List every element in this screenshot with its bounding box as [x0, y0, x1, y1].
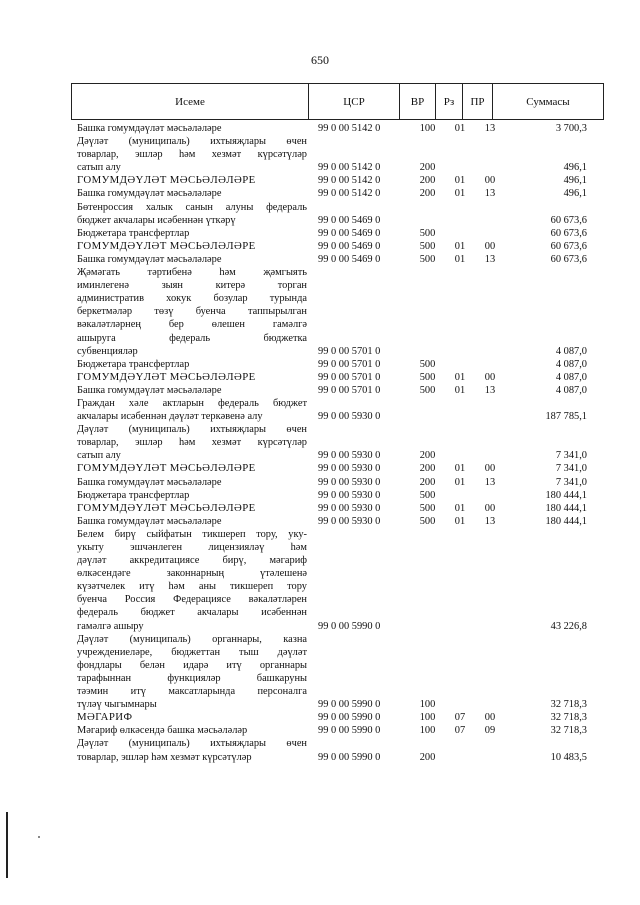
row-sum: 496,1 [563, 175, 587, 187]
table-row [77, 711, 603, 724]
table-row [77, 633, 603, 712]
table-row [77, 462, 603, 475]
row-name-line: Башка гомумдәүләт мәсьәләләре [77, 515, 222, 527]
row-csr: 99 0 00 5469 0 [318, 240, 381, 252]
row-name-line: Башка гомумдәүләт мәсьәләләре [77, 384, 222, 396]
row-sum: 7 341,0 [555, 450, 587, 462]
row-name-line: ашыруга федераль бюджетка [77, 332, 307, 344]
row-rz: 01 [454, 253, 466, 265]
row-csr: 99 0 00 5469 0 [318, 253, 381, 265]
row-rz: 01 [454, 384, 466, 396]
row-vr: 500 [419, 384, 436, 396]
row-name [77, 502, 307, 515]
table-header [71, 83, 604, 120]
row-csr: 99 0 00 5142 0 [318, 123, 381, 134]
row-vr: 200 [419, 751, 436, 763]
row-name-line: өлкәсендәге законнарның үтәлешенә [77, 568, 307, 580]
row-rz: 01 [454, 188, 466, 200]
column-header-vr: ВР [400, 84, 436, 120]
row-name-line: Бөтенроссия халык санын алуны федераль [77, 201, 307, 213]
row-name-line: товарлар, эшләр һәм хезмәт күрсәтүләр [77, 149, 307, 161]
row-pr: 13 [484, 476, 496, 488]
row-vr: 100 [419, 699, 436, 711]
row-rz: 01 [454, 123, 466, 134]
row-name [77, 358, 307, 371]
row-name-line: Бюджетара трансфертлар [77, 489, 190, 501]
page-number: 650 [311, 53, 329, 67]
row-name-line: товарлар, эшләр һәм хезмәт күрсәтүләр [77, 437, 307, 449]
row-vr: 500 [419, 358, 436, 370]
row-vr: 200 [419, 175, 436, 187]
row-rz: 01 [454, 175, 466, 187]
row-vr: 500 [419, 502, 436, 514]
row-vr: 500 [419, 227, 436, 239]
row-name-line: ГОМУМДӘҮЛӘТ МӘСЬӘЛӘЛӘРЕ [77, 174, 256, 187]
row-rz: 01 [454, 502, 466, 514]
row-pr: 13 [484, 123, 496, 134]
table-row [77, 384, 603, 397]
row-sum: 32 718,3 [550, 712, 587, 724]
row-pr: 00 [484, 371, 496, 383]
table-row [77, 737, 603, 763]
row-sum: 496,1 [563, 162, 587, 174]
row-name-line: МӘГАРИФ [77, 711, 133, 724]
row-sum: 7 341,0 [555, 476, 587, 488]
row-name-line: ГОМУМДӘҮЛӘТ МӘСЬӘЛӘЛӘРЕ [77, 462, 256, 475]
row-csr: 99 0 00 5930 0 [318, 450, 381, 462]
row-pr: 13 [484, 384, 496, 396]
column-header-csr: ЦСР [309, 84, 400, 120]
table-row [77, 227, 603, 240]
row-name-line: сатып алу [77, 450, 121, 462]
row-name [77, 489, 307, 502]
row-name-line: түләү чыгымнары [77, 699, 157, 711]
table-row [77, 174, 603, 187]
row-name-line: ГОМУМДӘҮЛӘТ МӘСЬӘЛӘЛӘРЕ [77, 370, 256, 383]
row-rz: 01 [454, 476, 466, 488]
row-name-line: Башка гомумдәүләт мәсьәләләре [77, 123, 222, 134]
table-row [77, 253, 603, 266]
row-name [77, 201, 307, 227]
row-sum: 496,1 [563, 188, 587, 200]
table-row [77, 397, 603, 423]
column-header-pr: ПР [463, 84, 493, 120]
row-name-line: ГОМУМДӘҮЛӘТ МӘСЬӘЛӘЛӘРЕ [77, 239, 256, 252]
row-pr: 00 [484, 463, 496, 475]
row-name-line: Башка гомумдәүләт мәсьәләләре [77, 476, 222, 488]
row-name-line: Дәүләт (муниципаль) ихтыяҗлары өчен [77, 424, 307, 436]
row-vr: 500 [419, 253, 436, 265]
row-name [77, 423, 307, 462]
row-rz: 07 [454, 725, 466, 737]
row-sum: 7 341,0 [555, 463, 587, 475]
row-name [77, 384, 307, 397]
row-csr: 99 0 00 5930 0 [318, 489, 381, 501]
table-row [77, 515, 603, 528]
row-name-line: беркетмәләр төзү буенча таппырылган [77, 306, 307, 318]
row-pr: 13 [484, 515, 496, 527]
row-sum: 180 444,1 [545, 489, 587, 501]
row-sum: 187 785,1 [545, 411, 587, 423]
row-sum: 4 087,0 [555, 371, 587, 383]
row-rz: 01 [454, 463, 466, 475]
table-row [77, 266, 603, 358]
row-csr: 99 0 00 5142 0 [318, 175, 381, 187]
row-sum: 180 444,1 [545, 502, 587, 514]
row-vr: 200 [419, 463, 436, 475]
row-name-line: фондлары белән идарә итү органнары [77, 659, 307, 671]
row-vr: 200 [419, 188, 436, 200]
row-name [77, 240, 307, 253]
row-name-line: иминлегенә зыян китерә торган [77, 280, 307, 292]
row-sum: 60 673,6 [550, 214, 587, 226]
row-name-line: Башка гомумдәүләт мәсьәләләре [77, 188, 222, 200]
table-row [77, 135, 603, 174]
row-name [77, 476, 307, 489]
row-sum: 32 718,3 [550, 725, 587, 737]
row-pr: 00 [484, 502, 496, 514]
table-row [77, 201, 603, 227]
table-row [77, 122, 603, 135]
row-name-line: вәкаләтләрнең бер өлешен гамәлгә [77, 319, 307, 331]
row-name [77, 724, 307, 737]
row-name [77, 737, 307, 763]
budget-table-body [77, 122, 603, 764]
row-name [77, 371, 307, 384]
row-name-line: Белем бирү сыйфатын тикшереп тору, уку- [77, 528, 307, 540]
row-name [77, 135, 307, 174]
table-row [77, 240, 603, 253]
row-name-line: буенча Россия Федерациясе вәкаләтләрен [77, 594, 307, 606]
row-name [77, 227, 307, 240]
row-name-line: Бюджетара трансфертлар [77, 227, 190, 239]
row-sum: 180 444,1 [545, 515, 587, 527]
row-name [77, 187, 307, 200]
row-csr: 99 0 00 5930 0 [318, 502, 381, 514]
row-sum: 60 673,6 [550, 240, 587, 252]
row-name [77, 633, 307, 712]
row-name [77, 462, 307, 475]
row-sum: 60 673,6 [550, 253, 587, 265]
row-csr: 99 0 00 5930 0 [318, 411, 381, 423]
scan-speck [38, 836, 40, 838]
row-name-line: товарлар, эшләр һәм хезмәт күрсәтүләр [77, 751, 252, 763]
row-name [77, 253, 307, 266]
row-csr: 99 0 00 5701 0 [318, 384, 381, 396]
row-sum: 43 226,8 [550, 620, 587, 632]
table-row [77, 476, 603, 489]
row-name-line: Дәүләт (муниципаль) органнары, казна [77, 633, 307, 645]
row-csr: 99 0 00 5701 0 [318, 371, 381, 383]
row-name [77, 266, 307, 358]
row-pr: 00 [484, 175, 496, 187]
row-pr: 13 [484, 188, 496, 200]
row-vr: 500 [419, 371, 436, 383]
row-vr: 200 [419, 162, 436, 174]
row-rz: 07 [454, 712, 466, 724]
row-name [77, 528, 307, 633]
table-row [77, 371, 603, 384]
row-name-line: Бюджетара трансфертлар [77, 358, 190, 370]
row-vr: 100 [419, 123, 436, 134]
row-name-line: гамәлгә ашыру [77, 620, 144, 632]
row-vr: 100 [419, 712, 436, 724]
row-csr: 99 0 00 5930 0 [318, 476, 381, 488]
row-name-line: Мәгариф өлкәсендә башка мәсьәләләр [77, 725, 248, 737]
row-sum: 4 087,0 [555, 358, 587, 370]
row-sum: 60 673,6 [550, 227, 587, 239]
table-row [77, 358, 603, 371]
row-vr: 500 [419, 489, 436, 501]
row-sum: 32 718,3 [550, 699, 587, 711]
row-sum: 3 700,3 [555, 123, 587, 134]
row-name-line: акчалары исәбеннән дәүләт теркәвенә алу [77, 411, 263, 423]
row-rz: 01 [454, 371, 466, 383]
row-csr: 99 0 00 5930 0 [318, 463, 381, 475]
table-row [77, 423, 603, 462]
column-header-rz: Рз [436, 84, 463, 120]
row-vr: 500 [419, 515, 436, 527]
row-name [77, 122, 307, 135]
column-header-sum: Суммасы [493, 84, 604, 120]
table-row [77, 528, 603, 633]
row-name-line: бюджет акчалары исәбеннән үткәрү [77, 214, 236, 226]
row-csr: 99 0 00 5142 0 [318, 188, 381, 200]
row-sum: 10 483,5 [550, 751, 587, 763]
row-vr: 100 [419, 725, 436, 737]
row-name-line: дәүләт аккредитациясе бирү, мәгариф [77, 555, 307, 567]
table-row [77, 724, 603, 737]
row-name-line: Дәүләт (муниципаль) ихтыяҗлары өчен [77, 738, 307, 750]
row-pr: 00 [484, 712, 496, 724]
row-csr: 99 0 00 5990 0 [318, 620, 381, 632]
row-csr: 99 0 00 5701 0 [318, 358, 381, 370]
row-name-line: укыту эшчәнлеген лицензияләү һәм [77, 542, 307, 553]
row-csr: 99 0 00 5990 0 [318, 725, 381, 737]
row-name-line: күзәтчелек итү һәм аны тикшереп тору [77, 581, 307, 593]
row-csr: 99 0 00 5142 0 [318, 162, 381, 174]
scan-edge-mark [6, 812, 8, 878]
row-csr: 99 0 00 5990 0 [318, 712, 381, 724]
row-name-line: Җәмәгать тәртибенә һәм җәмгыять [77, 267, 307, 279]
row-name-line: Дәүләт (муниципаль) ихтыяҗлары өчен [77, 136, 307, 148]
table-row [77, 502, 603, 515]
row-pr: 13 [484, 253, 496, 265]
column-header-name: Исеме [72, 84, 309, 120]
row-csr: 99 0 00 5469 0 [318, 214, 381, 226]
row-name-line: субвенцияләр [77, 345, 138, 357]
row-csr: 99 0 00 5701 0 [318, 345, 381, 357]
row-name [77, 711, 307, 724]
row-name-line: учреждениеләре, бюджеттан тыш дәүләт [77, 646, 307, 658]
row-sum: 4 087,0 [555, 384, 587, 396]
row-name-line: сатып алу [77, 162, 121, 174]
row-name-line: федераль бюджет акчалары исәбеннән [77, 607, 307, 619]
row-vr: 200 [419, 476, 436, 488]
row-name-line: тәэмин итү максатларында персоналга [77, 686, 307, 698]
row-name [77, 174, 307, 187]
row-rz: 01 [454, 240, 466, 252]
row-name-line: Граждан хәле актларын федераль бюджет [77, 397, 307, 409]
table-row [77, 187, 603, 200]
row-rz: 01 [454, 515, 466, 527]
row-sum: 4 087,0 [555, 345, 587, 357]
row-name-line: административ хокук бозулар турында [77, 293, 307, 305]
table-row [77, 489, 603, 502]
row-vr: 200 [419, 450, 436, 462]
row-csr: 99 0 00 5990 0 [318, 751, 381, 763]
row-csr: 99 0 00 5930 0 [318, 515, 381, 527]
row-name-line: Башка гомумдәүләт мәсьәләләре [77, 253, 222, 265]
row-csr: 99 0 00 5469 0 [318, 227, 381, 239]
row-csr: 99 0 00 5990 0 [318, 699, 381, 711]
row-name-line: тарафыннан функцияләр башкаруны [77, 672, 307, 684]
row-name-line: ГОМУМДӘҮЛӘТ МӘСЬӘЛӘЛӘРЕ [77, 501, 256, 514]
row-name [77, 515, 307, 528]
row-name [77, 397, 307, 423]
row-pr: 09 [484, 725, 496, 737]
row-pr: 00 [484, 240, 496, 252]
row-vr: 500 [419, 240, 436, 252]
